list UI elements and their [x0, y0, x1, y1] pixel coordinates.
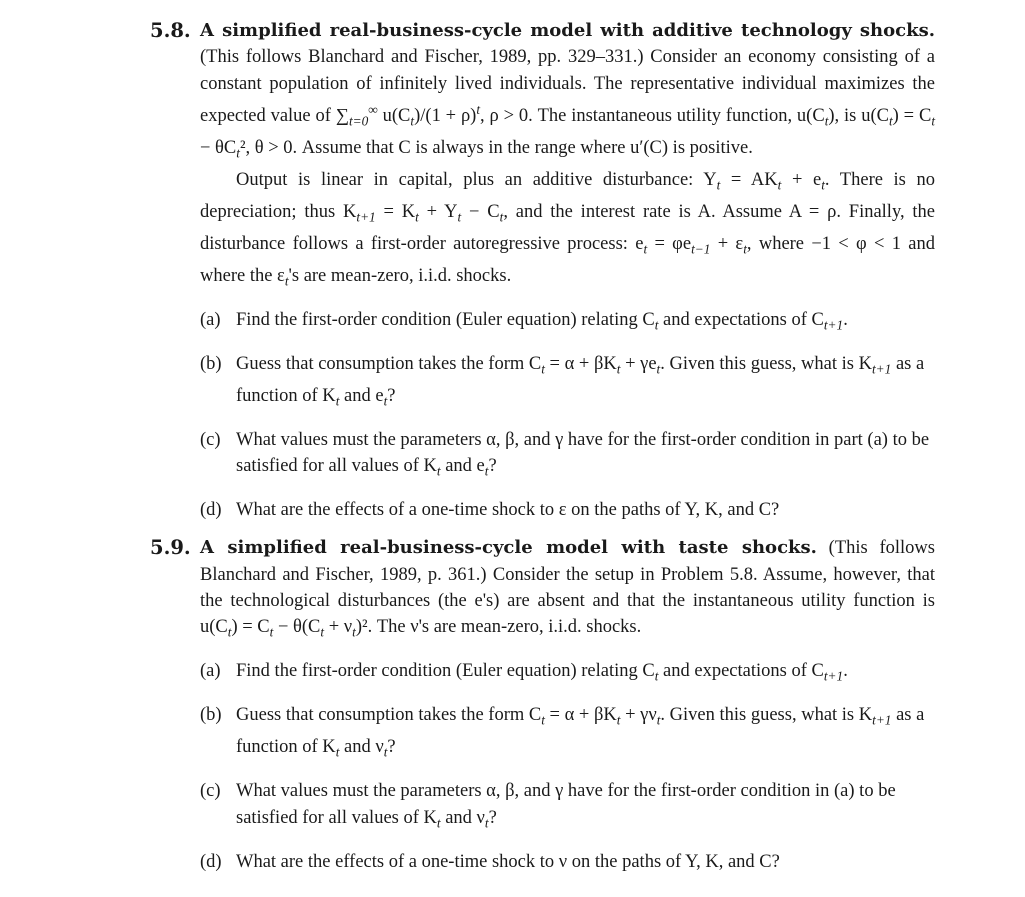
problem-part-d [200, 497, 935, 523]
problem-part-b [200, 351, 935, 415]
part-text: Guess that consumption takes the form $C_t = \alpha + \beta K_t + \gamma\nu_t$. Given this guess, what is $K_{t+1}$ as a function of $K_t$ and $\nu_t$? [236, 705, 925, 761]
problem-5-8 [150, 18, 935, 523]
problem-body [200, 535, 935, 646]
part-text: Find the first-order condition (Euler equation) relating $C_t$ and expectations of $C_{t+1}$. [236, 661, 848, 685]
problem-parts [200, 307, 935, 524]
problem-part-c [200, 427, 935, 485]
problem-part-a [200, 307, 935, 339]
part-text: What are the effects of a one-time shock to ν on the paths of Y, K, and C? [236, 851, 780, 872]
part-label: (a) [200, 309, 221, 330]
part-label: (c) [200, 781, 221, 802]
problem-part-a [200, 658, 935, 690]
problem-body [200, 18, 935, 295]
part-label: (a) [200, 661, 221, 682]
problem-paragraph: (This follows Blanchard and Fischer, 1989, p. 361.) Consider the setup in Problem 5.8. Assume, however, that the technological disturbances (the e's) are absent and that the instantaneous utility function is $u(C_t) = C_t - \theta(C_t + \nu_t)^2$. The ν's are mean-zero, i.i.d. shocks. [200, 538, 935, 641]
part-label: (d) [200, 500, 222, 521]
part-label: (b) [200, 705, 222, 726]
part-text: Guess that consumption takes the form $C_t = \alpha + \beta K_t + \gamma e_t$. Given this guess, what is $K_{t+1}$ as a function of $K_t$ and $e_t$? [236, 353, 925, 409]
problem-title: A simplified real-business-cycle model with taste shocks. [200, 537, 817, 559]
problem-number: 5.9. [150, 536, 191, 560]
problem-paragraph: Output is linear in capital, plus an additive disturbance: $Y_t = AK_t + e_t$. There is no depreciation; thus $K_{t+1} = K_t + Y_t - C_t$, and the interest rate is A. Assume A = ρ. Finally, the disturbance follows a first-order autoregressive process: $e_t = \varphi e_{t-1} + \varepsilon_t$, where −1 < φ < 1 and where the $\varepsilon_t's$ are mean-zero, i.i.d. shocks. [200, 170, 936, 289]
problem-paragraph: (This follows Blanchard and Fischer, 1989, pp. 329–331.) Consider an economy consisting of a constant population of infinitely lived individuals. The representative individual maximizes the expected value of $\sum_{t=0}^\infty$ $u(C_t)/(1 + \rho)^t$, ρ > 0. The instantaneous utility function, $u(C_t)$, is $u(C_t) = C_t - \theta C_t^2$, θ > 0. Assume that C is always in the range where u′(C) is positive. [200, 47, 936, 161]
part-text: Find the first-order condition (Euler equation) relating $C_t$ and expectations of $C_{t+1}$. [236, 309, 848, 333]
problem-page [150, 18, 935, 887]
part-text: What values must the parameters α, β, and γ have for the first-order condition in (a) to be satisfied for all values of $K_t$ and $\nu_t$? [236, 781, 896, 831]
problem-part-b [200, 702, 935, 766]
problem-parts [200, 658, 935, 875]
problem-5-9 [150, 535, 935, 874]
problem-number: 5.8. [150, 19, 191, 42]
part-label: (d) [200, 851, 222, 872]
part-label: (c) [200, 429, 221, 450]
part-text: What are the effects of a one-time shock to ε on the paths of Y, K, and C? [236, 500, 780, 521]
part-label: (b) [200, 353, 222, 374]
problem-part-c [200, 778, 935, 836]
problem-title: A simplified real-business-cycle model with additive technology shocks. [200, 20, 935, 41]
part-text: What values must the parameters α, β, and γ have for the first-order condition in part (a) to be satisfied for all values of $K_t$ and $e_t$? [236, 429, 930, 479]
problem-part-d [200, 849, 935, 875]
